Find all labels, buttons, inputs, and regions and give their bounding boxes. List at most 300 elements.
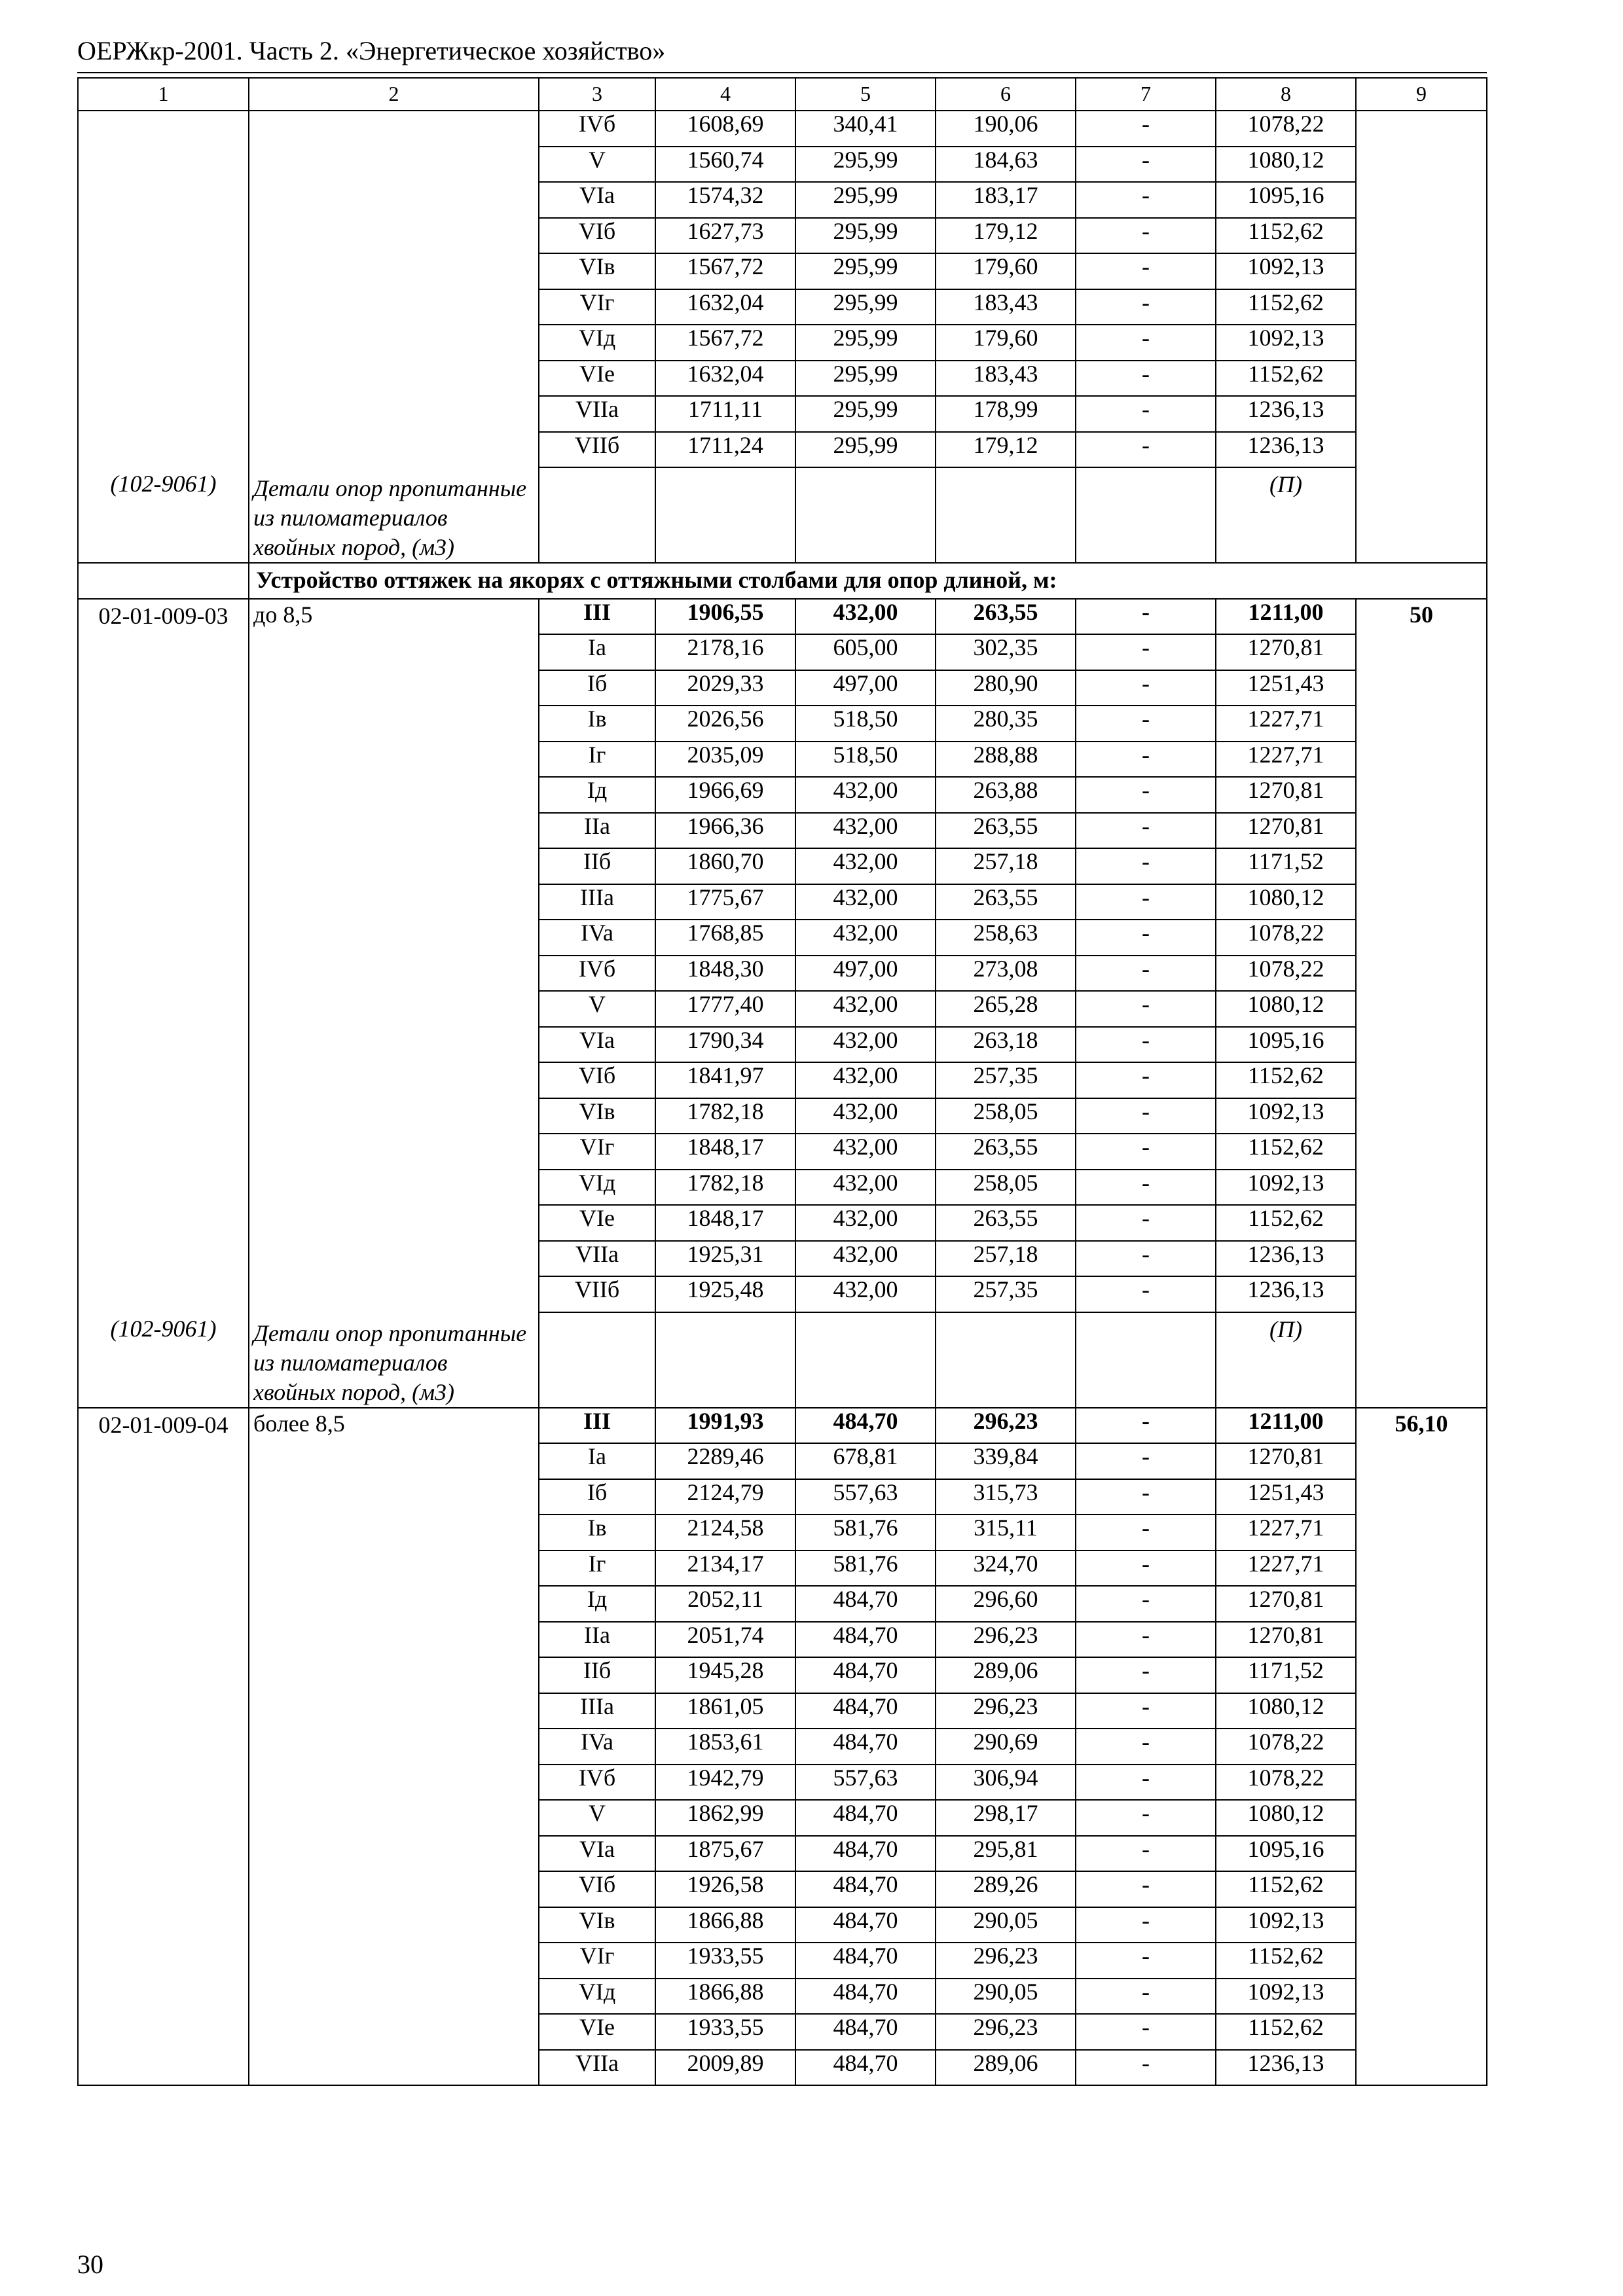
cell: 432,00 bbox=[795, 884, 936, 920]
cell: 1853,61 bbox=[655, 1729, 795, 1765]
cell: - bbox=[1076, 1170, 1216, 1206]
cell: 432,00 bbox=[795, 1276, 936, 1312]
cell: 1251,43 bbox=[1216, 1479, 1356, 1515]
cell: VIe bbox=[539, 2014, 655, 2050]
cell: 1933,55 bbox=[655, 2014, 795, 2050]
empty-cell bbox=[539, 467, 655, 563]
cell: 296,23 bbox=[936, 1943, 1076, 1979]
empty-cell bbox=[655, 1312, 795, 1408]
cell: 179,60 bbox=[936, 253, 1076, 289]
cell: Ia bbox=[539, 634, 655, 670]
cell: 484,70 bbox=[795, 1622, 936, 1658]
cell: 1152,62 bbox=[1216, 218, 1356, 254]
cell: - bbox=[1076, 432, 1216, 468]
rate-name: более 8,5 bbox=[249, 1408, 539, 2086]
column-number: 7 bbox=[1076, 78, 1216, 111]
cell: 1152,62 bbox=[1216, 1062, 1356, 1098]
cell: 484,70 bbox=[795, 1943, 936, 1979]
empty-cell bbox=[936, 467, 1076, 563]
cell: IVб bbox=[539, 1765, 655, 1801]
cell: 183,17 bbox=[936, 182, 1076, 218]
cell: 1862,99 bbox=[655, 1800, 795, 1836]
cell: 183,43 bbox=[936, 361, 1076, 397]
cell: VIг bbox=[539, 1134, 655, 1170]
cell: 1152,62 bbox=[1216, 1134, 1356, 1170]
cell: 263,55 bbox=[936, 1134, 1076, 1170]
empty-cell bbox=[1076, 1312, 1216, 1408]
empty-cell bbox=[795, 467, 936, 563]
cell: 432,00 bbox=[795, 1098, 936, 1134]
cell: - bbox=[1076, 599, 1216, 635]
cell: 1095,16 bbox=[1216, 182, 1356, 218]
cell: 1906,55 bbox=[655, 599, 795, 635]
cell: 288,88 bbox=[936, 742, 1076, 778]
cell: 184,63 bbox=[936, 147, 1076, 183]
cell: 295,99 bbox=[795, 182, 936, 218]
cell: 1991,93 bbox=[655, 1408, 795, 1444]
cell: 1841,97 bbox=[655, 1062, 795, 1098]
cell: 263,55 bbox=[936, 884, 1076, 920]
cell: 258,05 bbox=[936, 1170, 1076, 1206]
cell: - bbox=[1076, 1836, 1216, 1872]
cell: 295,99 bbox=[795, 361, 936, 397]
cell: VIв bbox=[539, 253, 655, 289]
cell: 432,00 bbox=[795, 1241, 936, 1277]
cell: 183,43 bbox=[936, 289, 1076, 325]
cell: 1848,30 bbox=[655, 956, 795, 992]
cell: 1080,12 bbox=[1216, 991, 1356, 1027]
cell: 432,00 bbox=[795, 991, 936, 1027]
cell: 289,06 bbox=[936, 1657, 1076, 1693]
cell: 257,18 bbox=[936, 1241, 1076, 1277]
column-number: 6 bbox=[936, 78, 1076, 111]
cell: 280,35 bbox=[936, 706, 1076, 742]
cell: 1152,62 bbox=[1216, 1871, 1356, 1907]
column-number: 2 bbox=[249, 78, 539, 111]
cell: VIд bbox=[539, 1170, 655, 1206]
cell: 1080,12 bbox=[1216, 884, 1356, 920]
cell: 295,99 bbox=[795, 432, 936, 468]
cell: - bbox=[1076, 1241, 1216, 1277]
cell: VIг bbox=[539, 1943, 655, 1979]
section-title: Устройство оттяжек на якорях с оттяжными столбами для опор длиной, м: bbox=[249, 563, 1487, 599]
cell: VIв bbox=[539, 1098, 655, 1134]
cell: - bbox=[1076, 2014, 1216, 2050]
cell: 581,76 bbox=[795, 1551, 936, 1587]
cell: Iб bbox=[539, 670, 655, 706]
cell: 257,18 bbox=[936, 848, 1076, 884]
cell: 1711,11 bbox=[655, 396, 795, 432]
cell: - bbox=[1076, 182, 1216, 218]
cell: VIд bbox=[539, 325, 655, 361]
cell: 257,35 bbox=[936, 1276, 1076, 1312]
cell: VIe bbox=[539, 361, 655, 397]
resource-note-row bbox=[78, 1312, 1487, 1408]
cell: 1080,12 bbox=[1216, 147, 1356, 183]
cell: - bbox=[1076, 1515, 1216, 1551]
cell: 1875,67 bbox=[655, 1836, 795, 1872]
price-table bbox=[77, 77, 1487, 2086]
cell: 263,88 bbox=[936, 777, 1076, 813]
cell: 1236,13 bbox=[1216, 2050, 1356, 2086]
cell: 484,70 bbox=[795, 1836, 936, 1872]
cell: 295,99 bbox=[795, 325, 936, 361]
cell: IIб bbox=[539, 1657, 655, 1693]
cell: 1092,13 bbox=[1216, 253, 1356, 289]
cell: 484,70 bbox=[795, 1800, 936, 1836]
cell: 1078,22 bbox=[1216, 1729, 1356, 1765]
cell: 2051,74 bbox=[655, 1622, 795, 1658]
cell: VIг bbox=[539, 289, 655, 325]
cell: 1567,72 bbox=[655, 325, 795, 361]
cell: 484,70 bbox=[795, 1871, 936, 1907]
cell: 289,26 bbox=[936, 1871, 1076, 1907]
cell: 257,35 bbox=[936, 1062, 1076, 1098]
cell: 432,00 bbox=[795, 1062, 936, 1098]
cell: 179,60 bbox=[936, 325, 1076, 361]
cell: VIб bbox=[539, 1062, 655, 1098]
cell: - bbox=[1076, 777, 1216, 813]
cell: 1848,17 bbox=[655, 1134, 795, 1170]
cell: 258,63 bbox=[936, 920, 1076, 956]
empty-cell bbox=[1076, 467, 1216, 563]
column-number: 5 bbox=[795, 78, 936, 111]
cell: 1608,69 bbox=[655, 111, 795, 147]
cell: 1926,58 bbox=[655, 1871, 795, 1907]
cell: 1078,22 bbox=[1216, 920, 1356, 956]
col9-value: 50 bbox=[1356, 599, 1487, 1408]
empty-name-cell bbox=[249, 111, 539, 467]
cell: 1236,13 bbox=[1216, 432, 1356, 468]
cell: 1152,62 bbox=[1216, 289, 1356, 325]
cell: 324,70 bbox=[936, 1551, 1076, 1587]
cell: VIIa bbox=[539, 2050, 655, 2086]
cell: 290,05 bbox=[936, 1979, 1076, 2015]
cell: IVб bbox=[539, 956, 655, 992]
rate-name: до 8,5 bbox=[249, 599, 539, 1312]
cell: - bbox=[1076, 1551, 1216, 1587]
cell: - bbox=[1076, 742, 1216, 778]
cell: 432,00 bbox=[795, 1205, 936, 1241]
cell: 2124,79 bbox=[655, 1479, 795, 1515]
cell: 2009,89 bbox=[655, 2050, 795, 2086]
cell: 2178,16 bbox=[655, 634, 795, 670]
cell: 557,63 bbox=[795, 1765, 936, 1801]
cell: 263,55 bbox=[936, 813, 1076, 849]
cell: 296,23 bbox=[936, 1622, 1076, 1658]
cell: 296,60 bbox=[936, 1586, 1076, 1622]
cell: 296,23 bbox=[936, 2014, 1076, 2050]
cell: 340,41 bbox=[795, 111, 936, 147]
cell: 1270,81 bbox=[1216, 1622, 1356, 1658]
cell: 1860,70 bbox=[655, 848, 795, 884]
cell: 1211,00 bbox=[1216, 599, 1356, 635]
column-number: 8 bbox=[1216, 78, 1356, 111]
cell: 1095,16 bbox=[1216, 1027, 1356, 1063]
cell: IIб bbox=[539, 848, 655, 884]
cell: 1227,71 bbox=[1216, 1515, 1356, 1551]
cell: VIa bbox=[539, 182, 655, 218]
column-number: 9 bbox=[1356, 78, 1487, 111]
cell: 1933,55 bbox=[655, 1943, 795, 1979]
cell: Iд bbox=[539, 1586, 655, 1622]
cell: VIв bbox=[539, 1907, 655, 1943]
cell: Iб bbox=[539, 1479, 655, 1515]
cell: Iг bbox=[539, 1551, 655, 1587]
cell: - bbox=[1076, 396, 1216, 432]
cell: 432,00 bbox=[795, 1134, 936, 1170]
cell: 1848,17 bbox=[655, 1205, 795, 1241]
header-rule bbox=[77, 72, 1487, 73]
cell: 484,70 bbox=[795, 1979, 936, 2015]
cell: 581,76 bbox=[795, 1515, 936, 1551]
cell: 432,00 bbox=[795, 599, 936, 635]
empty-code-cell bbox=[78, 111, 249, 467]
cell: Iд bbox=[539, 777, 655, 813]
cell: 298,17 bbox=[936, 1800, 1076, 1836]
cell: 2289,46 bbox=[655, 1443, 795, 1479]
cell: IIIa bbox=[539, 1693, 655, 1729]
cell: 2026,56 bbox=[655, 706, 795, 742]
cell: 1092,13 bbox=[1216, 1979, 1356, 2015]
cell: 2052,11 bbox=[655, 1586, 795, 1622]
cell: - bbox=[1076, 1408, 1216, 1444]
cell: - bbox=[1076, 1907, 1216, 1943]
cell: 295,99 bbox=[795, 218, 936, 254]
cell: 263,18 bbox=[936, 1027, 1076, 1063]
cell: 339,84 bbox=[936, 1443, 1076, 1479]
cell: - bbox=[1076, 1979, 1216, 2015]
cell: 1782,18 bbox=[655, 1170, 795, 1206]
cell: - bbox=[1076, 147, 1216, 183]
cell: - bbox=[1076, 289, 1216, 325]
cell: - bbox=[1076, 1062, 1216, 1098]
cell: 302,35 bbox=[936, 634, 1076, 670]
cell: 295,81 bbox=[936, 1836, 1076, 1872]
cell: 1567,72 bbox=[655, 253, 795, 289]
cell: - bbox=[1076, 361, 1216, 397]
cell: - bbox=[1076, 1800, 1216, 1836]
cell: 432,00 bbox=[795, 777, 936, 813]
cell: 1211,00 bbox=[1216, 1408, 1356, 1444]
cell: 1925,48 bbox=[655, 1276, 795, 1312]
cell: 1270,81 bbox=[1216, 634, 1356, 670]
cell: 1632,04 bbox=[655, 289, 795, 325]
cell: - bbox=[1076, 956, 1216, 992]
cell: 1251,43 bbox=[1216, 670, 1356, 706]
column-number: 1 bbox=[78, 78, 249, 111]
cell: 2124,58 bbox=[655, 1515, 795, 1551]
cell: 1942,79 bbox=[655, 1765, 795, 1801]
cell: 296,23 bbox=[936, 1693, 1076, 1729]
cell: IIa bbox=[539, 813, 655, 849]
cell: 1152,62 bbox=[1216, 361, 1356, 397]
cell: 1227,71 bbox=[1216, 742, 1356, 778]
cell: 2029,33 bbox=[655, 670, 795, 706]
cell: VIa bbox=[539, 1027, 655, 1063]
cell: 179,12 bbox=[936, 432, 1076, 468]
cell: 1171,52 bbox=[1216, 1657, 1356, 1693]
cell: 484,70 bbox=[795, 2050, 936, 2086]
cell: 2035,09 bbox=[655, 742, 795, 778]
cell: V bbox=[539, 991, 655, 1027]
cell: 1236,13 bbox=[1216, 396, 1356, 432]
cell: 432,00 bbox=[795, 920, 936, 956]
cell: 290,05 bbox=[936, 1907, 1076, 1943]
cell: IIa bbox=[539, 1622, 655, 1658]
cell: 1227,71 bbox=[1216, 1551, 1356, 1587]
cell: VIIa bbox=[539, 396, 655, 432]
empty-cell bbox=[795, 1312, 936, 1408]
cell: - bbox=[1076, 1134, 1216, 1170]
resource-name bbox=[249, 1312, 539, 1408]
cell: 1270,81 bbox=[1216, 1443, 1356, 1479]
cell: 315,11 bbox=[936, 1515, 1076, 1551]
resource-note-row bbox=[78, 467, 1487, 563]
cell: - bbox=[1076, 848, 1216, 884]
cell: - bbox=[1076, 218, 1216, 254]
cell: 1078,22 bbox=[1216, 1765, 1356, 1801]
empty-col9-cell bbox=[1356, 111, 1487, 563]
cell: 1777,40 bbox=[655, 991, 795, 1027]
empty-cell bbox=[78, 563, 249, 599]
cell: 1171,52 bbox=[1216, 848, 1356, 884]
cell: VIд bbox=[539, 1979, 655, 2015]
cell: 432,00 bbox=[795, 813, 936, 849]
cell: - bbox=[1076, 1586, 1216, 1622]
cell: 432,00 bbox=[795, 1170, 936, 1206]
cell: 306,94 bbox=[936, 1765, 1076, 1801]
cell: 1866,88 bbox=[655, 1979, 795, 2015]
cell: 1775,67 bbox=[655, 884, 795, 920]
cell: 484,70 bbox=[795, 2014, 936, 2050]
cell: 1945,28 bbox=[655, 1657, 795, 1693]
cell: IIIa bbox=[539, 884, 655, 920]
page-number: 30 bbox=[77, 2250, 103, 2279]
cell: 1236,13 bbox=[1216, 1276, 1356, 1312]
cell: 1095,16 bbox=[1216, 1836, 1356, 1872]
cell: 1270,81 bbox=[1216, 777, 1356, 813]
cell: - bbox=[1076, 1871, 1216, 1907]
cell: - bbox=[1076, 325, 1216, 361]
cell: - bbox=[1076, 2050, 1216, 2086]
cell: 1560,74 bbox=[655, 147, 795, 183]
cell: 1925,31 bbox=[655, 1241, 795, 1277]
resource-mark: (П) bbox=[1216, 1312, 1356, 1408]
table-row bbox=[78, 111, 1487, 147]
cell: 1966,36 bbox=[655, 813, 795, 849]
cell: 518,50 bbox=[795, 706, 936, 742]
cell: - bbox=[1076, 1943, 1216, 1979]
page-header: ОЕРЖкр-2001. Часть 2. «Энергетическое хозяйство» bbox=[77, 36, 666, 65]
cell: - bbox=[1076, 1205, 1216, 1241]
cell: 1866,88 bbox=[655, 1907, 795, 1943]
cell: VIIб bbox=[539, 1276, 655, 1312]
cell: VIe bbox=[539, 1205, 655, 1241]
cell: 1270,81 bbox=[1216, 1586, 1356, 1622]
cell: - bbox=[1076, 1027, 1216, 1063]
rate-code: 02-01-009-04 bbox=[78, 1408, 249, 2086]
cell: 1627,73 bbox=[655, 218, 795, 254]
cell: Iв bbox=[539, 706, 655, 742]
cell: 1236,13 bbox=[1216, 1241, 1356, 1277]
cell: Iв bbox=[539, 1515, 655, 1551]
cell: 518,50 bbox=[795, 742, 936, 778]
cell: 1966,69 bbox=[655, 777, 795, 813]
cell: 1078,22 bbox=[1216, 956, 1356, 992]
table-row bbox=[78, 1408, 1487, 1444]
cell: 178,99 bbox=[936, 396, 1076, 432]
cell: VIб bbox=[539, 218, 655, 254]
cell: 295,99 bbox=[795, 253, 936, 289]
cell: - bbox=[1076, 1693, 1216, 1729]
cell: 1092,13 bbox=[1216, 325, 1356, 361]
cell: 263,55 bbox=[936, 1205, 1076, 1241]
cell: - bbox=[1076, 991, 1216, 1027]
cell: 179,12 bbox=[936, 218, 1076, 254]
cell: 1080,12 bbox=[1216, 1693, 1356, 1729]
cell: III bbox=[539, 1408, 655, 1444]
cell: 557,63 bbox=[795, 1479, 936, 1515]
cell: - bbox=[1076, 1443, 1216, 1479]
cell: 1092,13 bbox=[1216, 1907, 1356, 1943]
empty-cell bbox=[539, 1312, 655, 1408]
cell: 265,28 bbox=[936, 991, 1076, 1027]
resource-name bbox=[249, 467, 539, 563]
column-number-row bbox=[78, 78, 1487, 111]
cell: 1782,18 bbox=[655, 1098, 795, 1134]
cell: 289,06 bbox=[936, 2050, 1076, 2086]
column-number: 3 bbox=[539, 78, 655, 111]
cell: 258,05 bbox=[936, 1098, 1076, 1134]
cell: - bbox=[1076, 920, 1216, 956]
cell: - bbox=[1076, 706, 1216, 742]
cell: 295,99 bbox=[795, 289, 936, 325]
cell: Iг bbox=[539, 742, 655, 778]
cell: - bbox=[1076, 1657, 1216, 1693]
cell: 1152,62 bbox=[1216, 2014, 1356, 2050]
column-number: 4 bbox=[655, 78, 795, 111]
cell: III bbox=[539, 599, 655, 635]
cell: 280,90 bbox=[936, 670, 1076, 706]
cell: IVa bbox=[539, 920, 655, 956]
section-row bbox=[78, 563, 1487, 599]
cell: - bbox=[1076, 1622, 1216, 1658]
cell: 1080,12 bbox=[1216, 1800, 1356, 1836]
cell: - bbox=[1076, 1479, 1216, 1515]
cell: VIa bbox=[539, 1836, 655, 1872]
cell: - bbox=[1076, 670, 1216, 706]
cell: 484,70 bbox=[795, 1657, 936, 1693]
cell: - bbox=[1076, 813, 1216, 849]
empty-cell bbox=[936, 1312, 1076, 1408]
cell: 497,00 bbox=[795, 956, 936, 992]
cell: V bbox=[539, 147, 655, 183]
cell: 1574,32 bbox=[655, 182, 795, 218]
cell: 1152,62 bbox=[1216, 1943, 1356, 1979]
cell: 1152,62 bbox=[1216, 1205, 1356, 1241]
cell: 432,00 bbox=[795, 848, 936, 884]
cell: VIIa bbox=[539, 1241, 655, 1277]
cell: 484,70 bbox=[795, 1729, 936, 1765]
cell: 1861,05 bbox=[655, 1693, 795, 1729]
cell: 1092,13 bbox=[1216, 1170, 1356, 1206]
cell: 1768,85 bbox=[655, 920, 795, 956]
cell: 295,99 bbox=[795, 147, 936, 183]
cell: IVa bbox=[539, 1729, 655, 1765]
cell: 315,73 bbox=[936, 1479, 1076, 1515]
resource-name-text: Детали опор пропитанные из пиломатериалов хвойных пород, (м3) bbox=[253, 1319, 527, 1405]
